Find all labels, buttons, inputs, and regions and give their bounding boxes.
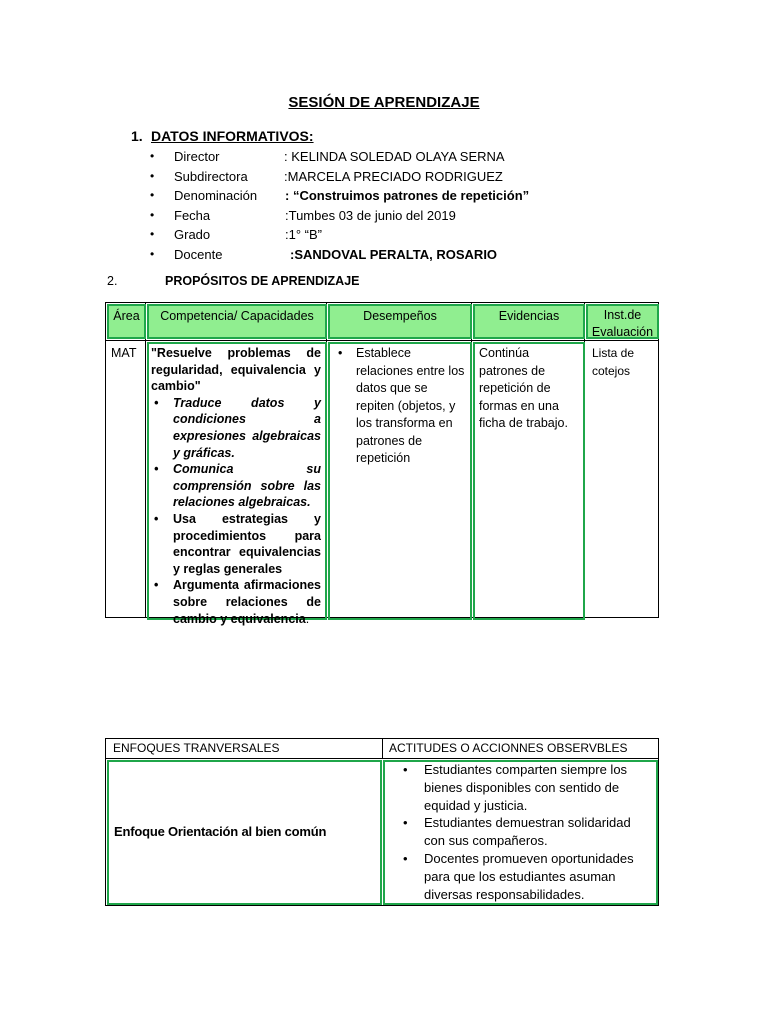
desempeno-item: • Establece relaciones entre los datos que se repiten (objetos, y los transforma en patrones de repetición — [331, 345, 467, 468]
section-2-heading — [107, 274, 359, 288]
actitud-item: • Estudiantes demuestran solidaridad con sus compañeros. — [386, 814, 652, 850]
header-actitudes: ACTITUDES O ACCIONNES OBSERVBLES — [389, 741, 628, 755]
info-value: :Tumbes 03 de junio del 2019 — [285, 207, 456, 223]
header-area: Área — [107, 304, 146, 339]
capacidad-item: • Usa estrategias y procedimientos para encontrar equivalencias y reglas generales — [151, 511, 321, 577]
info-label: Director — [174, 149, 220, 164]
section-1-title: DATOS INFORMATIVOS: — [151, 128, 314, 144]
enfoques-table — [105, 738, 659, 906]
header-enfoques: ENFOQUES TRANVERSALES — [113, 741, 280, 755]
desempeno-cell — [331, 345, 467, 468]
section-2-number: 2. — [107, 274, 118, 288]
column-divider — [145, 303, 146, 617]
bullet: • — [150, 207, 155, 222]
bullet: • — [150, 149, 155, 163]
header-evidencias: Evidencias — [473, 304, 585, 339]
info-value: :MARCELA PRECIADO RODRIGUEZ — [284, 168, 503, 184]
section-2-title: PROPÓSITOS DE APRENDIZAJE — [165, 274, 360, 288]
actitudes-list — [386, 761, 652, 903]
competencia-cell — [151, 345, 321, 627]
info-value: : “Construimos patrones de repetición” — [285, 188, 530, 203]
header-competencia: Competencia/ Capacidades — [147, 304, 327, 339]
document-title: SESIÓN DE APRENDIZAJE — [288, 94, 480, 111]
bullet: • — [150, 168, 155, 183]
info-value: : KELINDA SOLEDAD OLAYA SERNA — [284, 149, 505, 164]
row-divider — [106, 340, 658, 341]
capacidad-item — [151, 577, 321, 627]
actitud-item: • Estudiantes comparten siempre los bienes disponibles con sentido de equidad y justicia. — [386, 761, 652, 814]
info-value: :1° “B” — [285, 227, 322, 242]
capacidad-item: • Traduce datos y condiciones a expresiones algebraicas y gráficas. — [151, 395, 321, 461]
column-divider — [382, 739, 383, 759]
bullet: • — [150, 246, 155, 261]
actitud-item: • Docentes promueven oportunidades para que los estudiantes asuman diversas responsabilidades. — [386, 850, 652, 903]
section-1-number: 1. — [131, 128, 143, 144]
bullet: • — [150, 188, 155, 202]
section-1-heading — [131, 128, 314, 144]
desempeno-list — [331, 345, 467, 468]
competencia-title: "Resuelve problemas de regularidad, equivalencia y cambio" — [151, 346, 321, 394]
instrumento-cell: Lista de cotejos — [592, 346, 635, 378]
info-label: Fecha — [174, 207, 211, 223]
capacidades-list — [151, 395, 321, 627]
actitudes-cell — [386, 761, 652, 903]
enfoque-value: Enfoque Orientación al bien común — [114, 824, 327, 839]
row-divider — [106, 758, 658, 759]
info-label: Subdirectora — [174, 168, 248, 184]
capacidad-item: • Comunica su comprensión sobre las relaciones algebraicas. — [151, 461, 321, 511]
propositos-table — [105, 302, 659, 626]
evidencia-cell: Continúa patrones de repetición de formas en una ficha de trabajo. — [479, 346, 568, 430]
info-label: Denominación — [174, 188, 258, 203]
capacidad-end-period: . — [305, 611, 310, 626]
area-value: MAT — [111, 346, 137, 360]
info-label: Docente — [174, 246, 223, 262]
header-desempenos: Desempeños — [328, 304, 472, 339]
header-instrumento: Inst.de Evaluación — [586, 304, 659, 339]
bullet: • — [150, 227, 155, 241]
info-label: Grado — [174, 227, 211, 242]
capacidad-text: Argumenta afirmaciones sobre relaciones de cambio y equivalencia — [173, 578, 321, 626]
info-value: :SANDOVAL PERALTA, ROSARIO — [290, 246, 498, 262]
